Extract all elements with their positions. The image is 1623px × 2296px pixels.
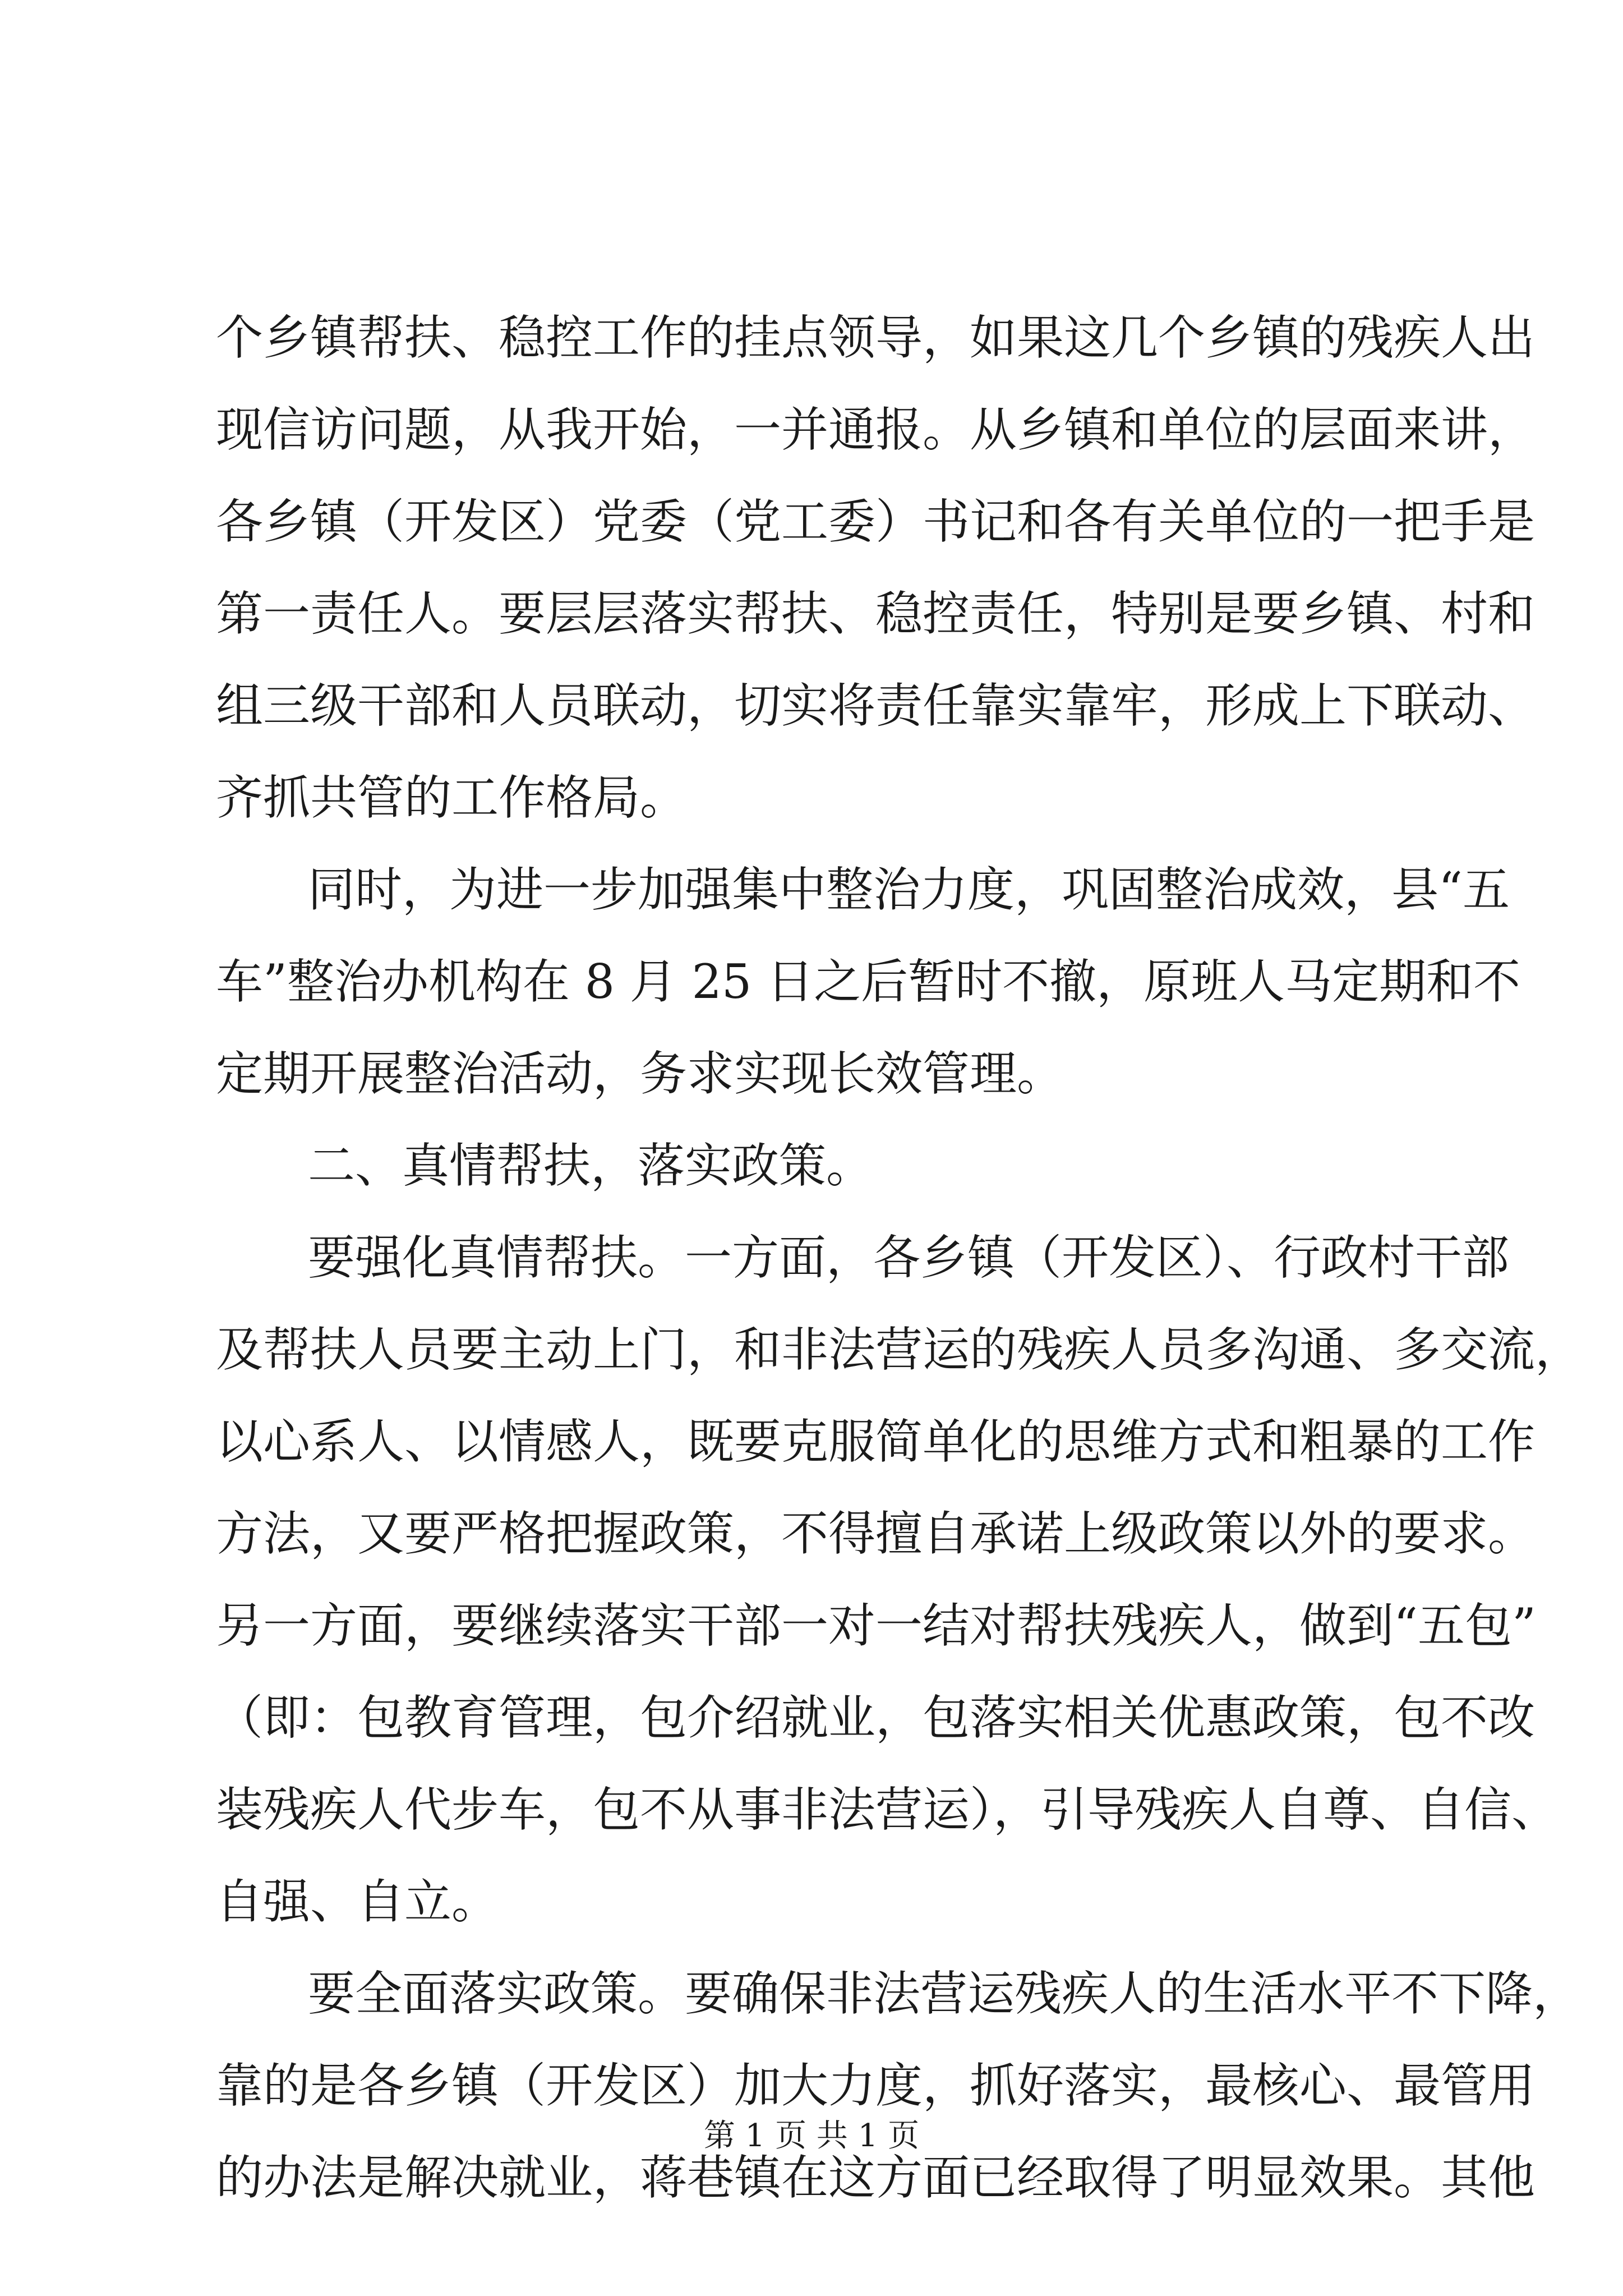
paragraph-first-line: 要强化真情帮扶。一方面，各乡镇（开发区）、行政村干部	[308, 1230, 1510, 1285]
text-line: 齐抓共管的工作格局。	[216, 770, 688, 825]
text-line: 个乡镇帮扶、稳控工作的挂点领导，如果这几个乡镇的残疾人出	[216, 310, 1536, 365]
paragraph-first-line: 同时，为进一步加强集中整治力度，巩固整治成效，县“五	[308, 862, 1510, 917]
text-line: 车”整治办机构在 8 月 25 日之后暂时不撤，原班人马定期和不	[216, 954, 1521, 1009]
text-line: 装残疾人代步车，包不从事非法营运），引导残疾人自尊、自信、	[216, 1782, 1559, 1837]
text-line: 以心系人、以情感人，既要克服简单化的思维方式和粗暴的工作	[216, 1414, 1536, 1469]
text-line: 定期开展整治活动，务求实现长效管理。	[216, 1046, 1064, 1101]
text-line: 各乡镇（开发区）党委（党工委）书记和各有关单位的一把手是	[216, 494, 1536, 549]
paragraph-first-line: 要全面落实政策。要确保非法营运残疾人的生活水平不下降，	[308, 1966, 1580, 2021]
section-heading: 二、真情帮扶，落实政策。	[308, 1138, 874, 1193]
text-line: 及帮扶人员要主动上门，和非法营运的残疾人员多沟通、多交流，	[216, 1322, 1583, 1377]
page-footer	[0, 2114, 1623, 2159]
text-line: （即：包教育管理，包介绍就业，包落实相关优惠政策，包不改	[216, 1690, 1536, 1745]
text-line: 第一责任人。要层层落实帮扶、稳控责任，特别是要乡镇、村和	[216, 586, 1536, 641]
text-line: 方法，又要严格把握政策，不得擅自承诺上级政策以外的要求。	[216, 1506, 1536, 1561]
text-line: 现信访问题，从我开始，一并通报。从乡镇和单位的层面来讲，	[216, 402, 1536, 457]
document-body	[216, 292, 1583, 2224]
text-line: 靠的是各乡镇（开发区）加大力度，抓好落实，最核心、最管用	[216, 2058, 1536, 2113]
page-number-label: 第 1 页 共 1 页	[703, 2118, 920, 2154]
text-line: 的办法是解决就业，蒋巷镇在这方面已经取得了明显效果。其他	[216, 2150, 1536, 2205]
text-line: 自强、自立。	[216, 1874, 499, 1929]
text-line: 另一方面，要继续落实干部一对一结对帮扶残疾人，做到“五包”	[216, 1598, 1536, 1653]
text-line: 组三级干部和人员联动，切实将责任靠实靠牢，形成上下联动、	[216, 678, 1536, 733]
